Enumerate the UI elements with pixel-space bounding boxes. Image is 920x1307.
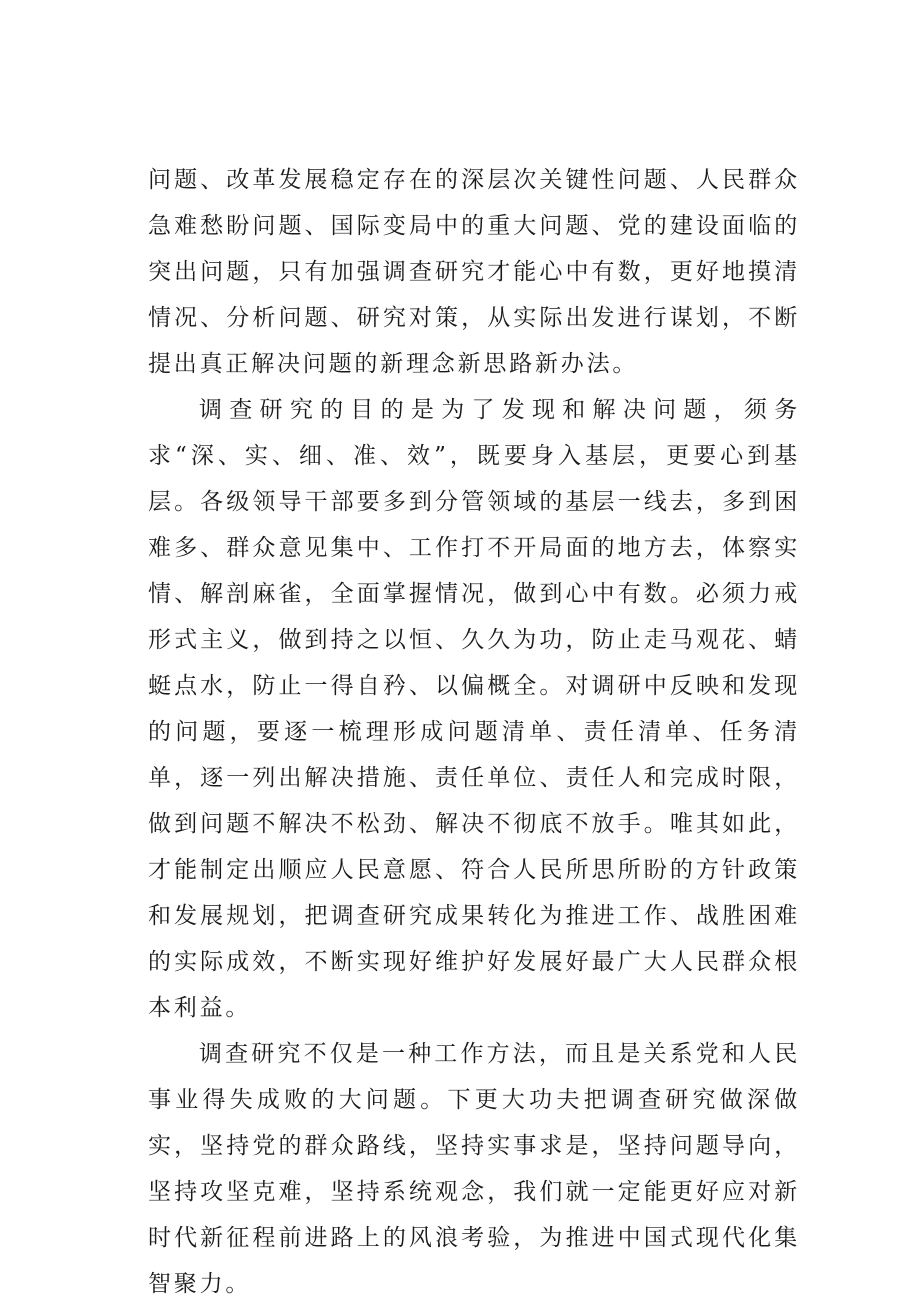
paragraph-conclusion: 调查研究不仅是一种工作方法，而且是关系党和人民事业得失成败的大问题。下更大功夫把调查研究做深做实，坚持党的群众路线，坚持实事求是，坚持问题导向，坚持攻坚克难，坚持系统观念，我们就一定能更好应对新时代新征程前进路上的风浪考验，为推进中国式现代化集智聚力。 bbox=[148, 1041, 800, 1297]
document-body bbox=[148, 157, 800, 1307]
paragraph-continuation: 问题、改革发展稳定存在的深层次关键性问题、人民群众急难愁盼问题、国际变局中的重大问题、党的建设面临的突出问题，只有加强调查研究才能心中有数，更好地摸清情况、分析问题、研究对策，从实际出发进行谋划，不断提出真正解决问题的新理念新思路新办法。 bbox=[148, 167, 800, 377]
paragraph-research-purpose: 调查研究的目的是为了发现和解决问题，须务求“深、实、细、准、效”，既要身入基层，更要心到基层。各级领导干部要多到分管领域的基层一线去，多到困难多、群众意见集中、工作打不开局面的地方去，体察实情、解剖麻雀，全面掌握情况，做到心中有数。必须力戒形式主义，做到持之以恒、久久为功，防止走马观花、蜻蜓点水，防止一得自矜、以偏概全。对调研中反映和发现的问题，要逐一梳理形成问题清单、责任清单、任务清单，逐一列出解决措施、责任单位、责任人和完成时限，做到问题不解决不松劲、解决不彻底不放手。唯其如此，才能制定出顺应人民意愿、符合人民所思所盼的方针政策和发展规划，把调查研究成果转化为推进工作、战胜困难的实际成效，不断实现好维护好发展好最广大人民群众根本利益。 bbox=[148, 397, 800, 1021]
